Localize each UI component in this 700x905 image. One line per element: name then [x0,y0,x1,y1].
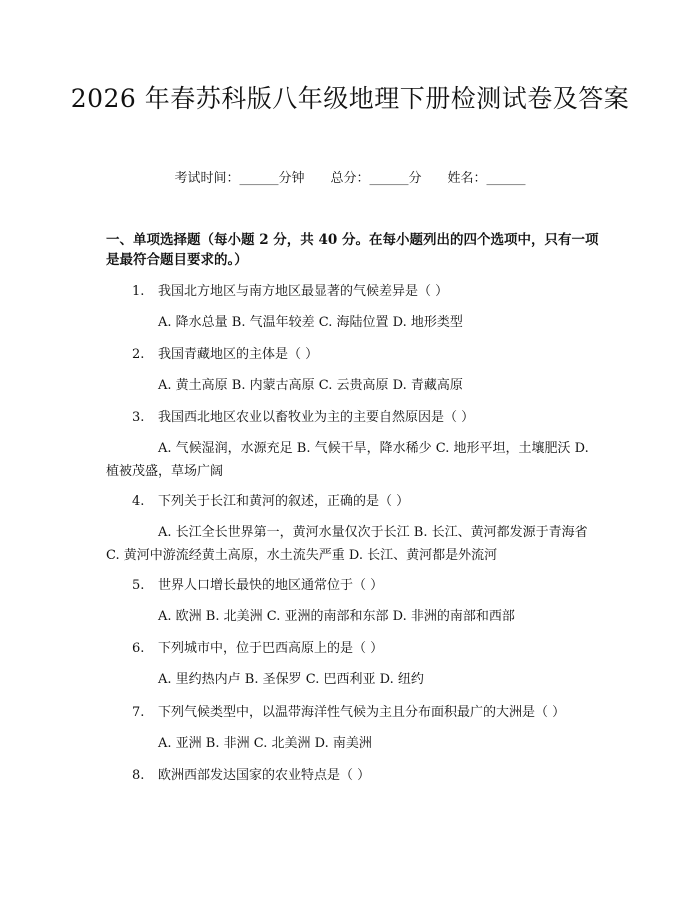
question-text: 下列关于长江和黄河的叙述，正确的是（ ） [158,494,410,509]
question [132,346,602,364]
question-options: A. 欧洲 B. 北美洲 C. 亚洲的南部和东部 D. 非洲的南部和西部 [158,609,515,624]
question-text: 下列气候类型中，以温带海洋性气候为主且分布面积最广的大洲是（ ） [158,705,566,720]
question-number: 7. [132,705,145,720]
question [132,704,602,722]
section-heading: 一、单项选择题（每小题 2 分，共 40 分。在每小题列出的四个选项中，只有一项是最符合题目要求的。） [106,232,599,268]
question [132,409,602,427]
question-number: 4. [132,494,145,509]
question-number: 6. [132,641,145,656]
question-number: 8. [132,768,145,783]
question-text: 我国北方地区与南方地区最显著的气候差异是（ ） [158,284,449,299]
question-options: A. 里约热内卢 B. 圣保罗 C. 巴西利亚 D. 纽约 [158,672,424,687]
question-options: A. 降水总量 B. 气温年较差 C. 海陆位置 D. 地形类型 [158,315,463,330]
question [132,767,602,785]
question [132,493,602,511]
question-number: 5. [132,578,145,593]
question [132,577,602,595]
name-field: 姓名：______ [447,171,526,186]
score-field: 总分：______分 [330,171,422,186]
time-field: 考试时间：______分钟 [174,171,305,186]
question-number: 3. [132,410,145,425]
question-options: A. 长江全长世界第一，黄河水量仅次于长江 B. 长江、黄河都发源于青海省 C. 黄河中游流经黄土高原，水土流失严重 D. 长江、黄河都是外流河 [106,525,588,563]
question-text: 欧洲西部发达国家的农业特点是（ ） [158,768,371,783]
question-text: 世界人口增长最快的地区通常位于（ ） [158,578,384,593]
question-number: 1. [132,284,145,299]
question-text: 我国青藏地区的主体是（ ） [158,347,319,362]
question-text: 下列城市中，位于巴西高原上的是（ ） [158,641,384,656]
question [132,283,602,301]
question-options: A. 气候湿润，水源充足 B. 气候干旱，降水稀少 C. 地形平坦，土壤肥沃 D. 植被茂盛，草场广阔 [106,441,589,479]
question-number: 2. [132,347,145,362]
exam-meta [0,170,700,188]
question [132,640,602,658]
exam-title: 2026 年春苏科版八年级地理下册检测试卷及答案 [70,84,630,113]
question-options: A. 黄土高原 B. 内蒙古高原 C. 云贵高原 D. 青藏高原 [158,378,463,393]
question-options: A. 亚洲 B. 非洲 C. 北美洲 D. 南美洲 [158,736,372,751]
question-text: 我国西北地区农业以畜牧业为主的主要自然原因是（ ） [158,410,475,425]
